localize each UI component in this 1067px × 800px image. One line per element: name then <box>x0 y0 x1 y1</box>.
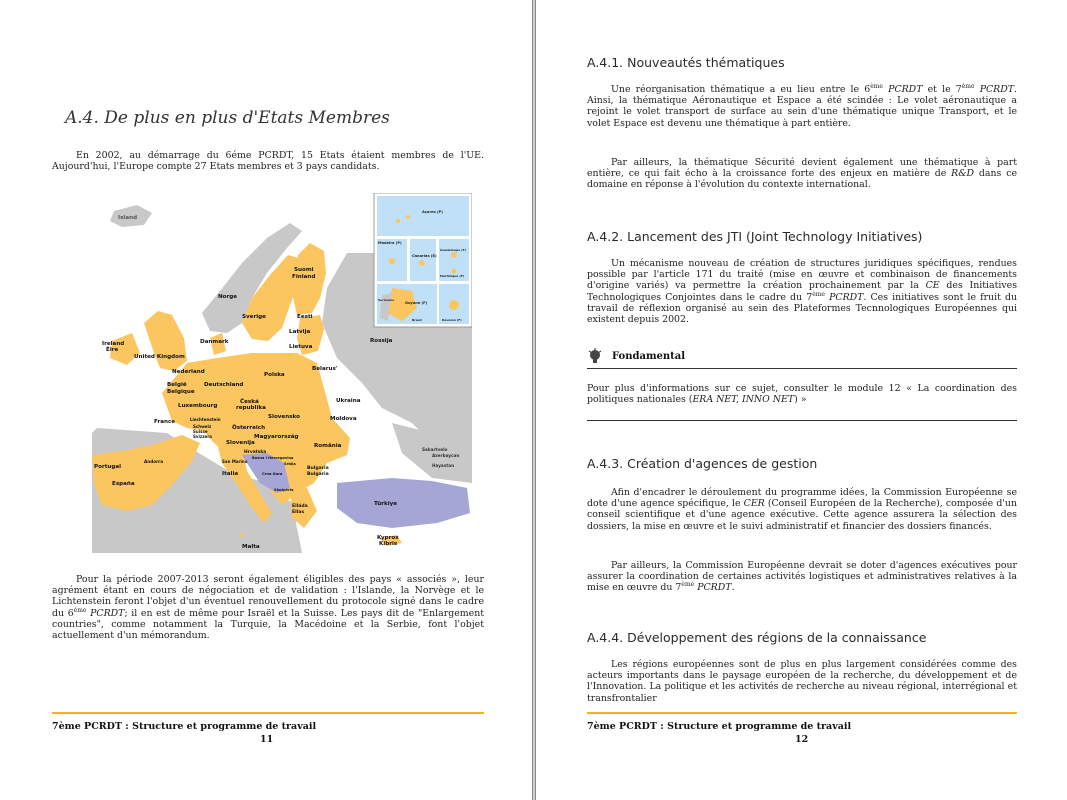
map-label: Svizzera <box>193 434 212 439</box>
map-label: Suisse <box>193 429 208 434</box>
map-label: Liechtenstein <box>190 417 221 422</box>
inset-label: Réunion (F) <box>442 318 462 322</box>
inset-label: Madeira (P) <box>378 241 402 245</box>
map-label: Česká <box>240 399 259 405</box>
inset-acores <box>377 196 469 236</box>
inset-label: Brasil <box>412 318 422 322</box>
map-label: Éire <box>106 347 119 353</box>
map-label: Eesti <box>297 314 313 320</box>
fondamental-top-rule <box>587 368 1017 369</box>
map-label: België <box>167 382 187 388</box>
inset-canarias <box>410 239 436 281</box>
map-label: Norge <box>218 294 238 300</box>
inset-label: Guadeloupe (F) <box>440 248 467 252</box>
map-label: Bosna i Hercegovina <box>252 456 294 460</box>
map-label: Slovensko <box>268 414 300 420</box>
heading-a41: A.4.1. Nouveautés thématiques <box>587 55 785 70</box>
map-label: Danmark <box>200 339 229 345</box>
map-label: Latvija <box>289 329 311 335</box>
intro-paragraph <box>52 150 484 172</box>
footer-rule <box>52 712 484 714</box>
map-label: Srbija <box>284 462 296 466</box>
map-malta <box>240 533 244 537</box>
map-label: Ireland <box>102 341 125 347</box>
eu-map <box>92 193 472 553</box>
s3-paragraph-2: Par ailleurs, la Commission Européenne devrait se doter d'agences exécutives pour assurer la coordination de certaines activités logistiques et administratives relatives à la mise en œuvre du 7ème PCRDT. <box>587 560 1017 594</box>
map-label: Bulgaria <box>307 472 329 477</box>
map-label: Hayastan <box>432 463 455 468</box>
left-page <box>0 0 533 800</box>
map-label: Österreich <box>232 425 266 431</box>
s1-paragraph-1: Une réorganisation thématique a eu lieu entre le 6ème PCRDT et le 7ème PCRDT. Ainsi, la thématique Aéronautique et Espace a été scindée : Le volet aéronautique a rejoint le volet transport de surface au sein d'une thématique unique Transport, et le volet Espace est devenu une thématique à part entière. <box>587 82 1017 129</box>
map-label: France <box>154 419 176 425</box>
map-label: Finland <box>292 274 316 280</box>
section-heading-a4: A.4. De plus en plus d'Etats Membres <box>65 108 390 128</box>
inset-madeira-land <box>389 258 395 264</box>
heading-a42: A.4.2. Lancement des JTI (Joint Technology Initiatives) <box>587 229 923 244</box>
map-label: Hrvatska <box>244 450 267 455</box>
map-label: Italia <box>222 471 239 477</box>
map-label: Sakartvelo <box>422 447 448 452</box>
footer-title: 7ème PCRDT : Structure et programme de travail <box>52 721 317 732</box>
map-label: Belarus' <box>312 366 338 372</box>
map-label: Magyarország <box>254 434 299 440</box>
map-label: Slovenija <box>226 440 255 446</box>
map-label: Kypros <box>377 535 399 541</box>
inset-label: Suriname <box>378 298 395 302</box>
inset-acores-land <box>396 219 400 223</box>
map-label: Deutschland <box>204 382 244 388</box>
map-label: España <box>112 481 135 487</box>
map-label: Elláda <box>292 504 308 509</box>
inset-label: Martinique (F) <box>440 274 465 278</box>
map-label: Malta <box>242 544 260 550</box>
inset-canarias-land <box>419 260 425 266</box>
s1-paragraph-2: Par ailleurs, la thématique Sécurité devient également une thématique à part entière, ce qui fait écho à la croissance forte des enjeux en matière de R&D dans ce domaine en réponse à l'évolution du contexte international. <box>587 157 1018 191</box>
intro-text: En 2002, au démarrage du 6éme PCRDT, 15 Etats étaient membres de l'UE. Aujourd'hui, l'Europe compte 27 Etats membres et 3 pays candidats. <box>52 150 484 173</box>
associated-countries-paragraph: Pour la période 2007-2013 seront également éligibles des pays « associés », leur agrément étant en cours de négociation et de validation : l'Islande, la Norvège et le Lichtenstein feront l'objet d'un éventuel renouvellement du protocole signé dans le cadre du $6^{éme}$ PCRDT; il en est de même pour Israël et la Suisse. Les pays dit de "Enlargement countries", comme notamment la Turquie, la Macédoine et la Serbie, font l'objet actuellement d'un mémorandum. <box>52 574 484 642</box>
inset-reunion-land <box>449 300 459 310</box>
s3-paragraph-1: Afin d'encadrer le déroulement du programme idées, la Commission Européenne se dote d'une agence spécifique, le CER (Conseil Européen de la Recherche), composée d'un conseil scientifique et d'une agence exécutive. Cette agence assurera la sélection des dossiers, la mise en œuvre et le suivi administratif et financier des dossiers financés. <box>587 487 1017 532</box>
map-label: Schweiz <box>193 424 212 429</box>
map-label: San Marino <box>222 459 248 464</box>
inset-label: Canarias (E) <box>412 254 437 258</box>
map-label: Luxembourg <box>178 403 218 409</box>
page-number: 11 <box>260 734 274 745</box>
map-label: Portugal <box>94 464 122 470</box>
map-label: Belgique <box>167 389 195 395</box>
map-label: Nederland <box>172 369 205 375</box>
map-label: Rossija <box>370 338 393 344</box>
map-label: Türkiye <box>374 501 398 507</box>
inset-martinique-land <box>452 269 457 274</box>
map-label: Ukraina <box>336 398 361 404</box>
map-label: Ellas <box>292 510 305 515</box>
map-label: Island <box>118 215 138 221</box>
map-label: United Kingdom <box>134 354 185 360</box>
inset-guadeloupe-land <box>451 252 457 258</box>
map-label: Shqipëria <box>274 488 294 492</box>
inset-label: Guyane (F) <box>405 301 428 305</box>
fondamental-icon <box>586 347 604 365</box>
footer-title-right: 7ème PCRDT : Structure et programme de travail <box>587 721 852 732</box>
map-label: Bulgaria <box>307 466 329 471</box>
s4-paragraph-1: Les régions européennes sont de plus en plus largement considérées comme des acteurs importants dans le paysage européen de la recherche, du développement et de l'Innovation. La politique et les activités de recherche au niveau régional, interrégional et transfrontalier <box>587 659 1017 704</box>
heading-a44: A.4.4. Développement des régions de la connaissance <box>587 630 927 645</box>
inset-label: Açores (P) <box>422 210 443 214</box>
map-label: Lietuva <box>289 344 313 350</box>
map-label: Andorra <box>144 459 164 464</box>
map-label: Azerbaycan <box>432 453 460 458</box>
map-label: Kibris <box>379 541 398 547</box>
fondamental-title: Fondamental <box>612 351 686 362</box>
map-label: România <box>314 443 342 449</box>
fondamental-bottom-rule <box>587 420 1017 421</box>
inset-acores-land-2 <box>406 215 410 219</box>
map-label: republika <box>236 405 266 411</box>
map-label: Moldova <box>330 416 357 422</box>
fondamental-text: Pour plus d'informations sur ce sujet, consulter le module 12 « La coordination des politiques nationales (ERA NET, INNO NET) » <box>587 383 1017 406</box>
footer-rule-right <box>587 712 1017 714</box>
s2-paragraph-1: Un mécanisme nouveau de création de structures juridiques spécifiques, rendues possible par l'article 171 du traité (mise en œuvre et combinaison de financements d'origine variés) va permettre la création prochainement par la CE des Initiatives Technologiques Conjointes dans le cadre du 7ème PCRDT. Ces initiatives sont le fruit du travail de réflexion organisé au sein des Plateformes Tecnnologiques Européennes qui existent depuis 2002. <box>587 258 1018 326</box>
page-number-right: 12 <box>795 734 809 745</box>
map-label: Sverige <box>242 314 266 320</box>
map-label: Polska <box>264 372 285 378</box>
heading-a43: A.4.3. Création d'agences de gestion <box>587 456 818 471</box>
map-label: Crna Gora <box>262 472 283 476</box>
map-label: Suomi <box>294 267 314 273</box>
